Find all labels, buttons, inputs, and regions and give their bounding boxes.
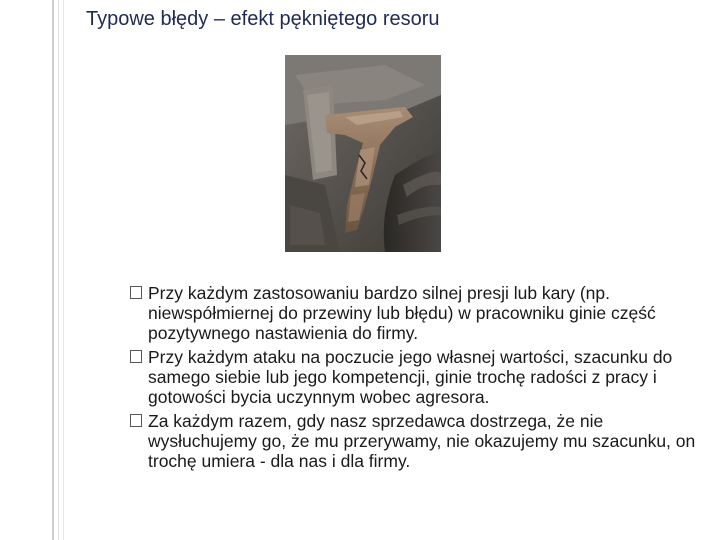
decorative-border-line xyxy=(58,0,59,540)
bullet-list xyxy=(130,283,700,475)
list-item xyxy=(130,411,700,471)
list-item xyxy=(130,347,700,407)
bullet-text: Za każdym razem, gdy nasz sprzedawca dostrzega, że nie wysłuchujemy go, że mu przerywamy, nie okazujemy mu szacunku, on trochę umiera - dla nas i dla firmy. xyxy=(148,411,696,471)
broken-leaf-spring-photo xyxy=(285,55,441,252)
list-item xyxy=(130,283,700,343)
square-bullet-icon xyxy=(130,414,142,427)
square-bullet-icon xyxy=(130,286,142,299)
decorative-border-line xyxy=(52,0,54,540)
square-bullet-icon xyxy=(130,350,142,363)
bullet-text: Przy każdym ataku na poczucie jego własnej wartości, szacunku do samego siebie lub jego kompetencji, ginie trochę radości z pracy i gotowości bycia uczynnym wobec agresora. xyxy=(148,347,673,407)
slide-title: Typowe błędy – efekt pękniętego resoru xyxy=(86,8,440,30)
decorative-border-line xyxy=(63,0,64,540)
bullet-text: Przy każdym zastosowaniu bardzo silnej presji lub kary (np. niewspółmiernej do przewiny lub błędu) w pracowniku ginie część pozytywnego nastawienia do firmy. xyxy=(148,283,656,343)
